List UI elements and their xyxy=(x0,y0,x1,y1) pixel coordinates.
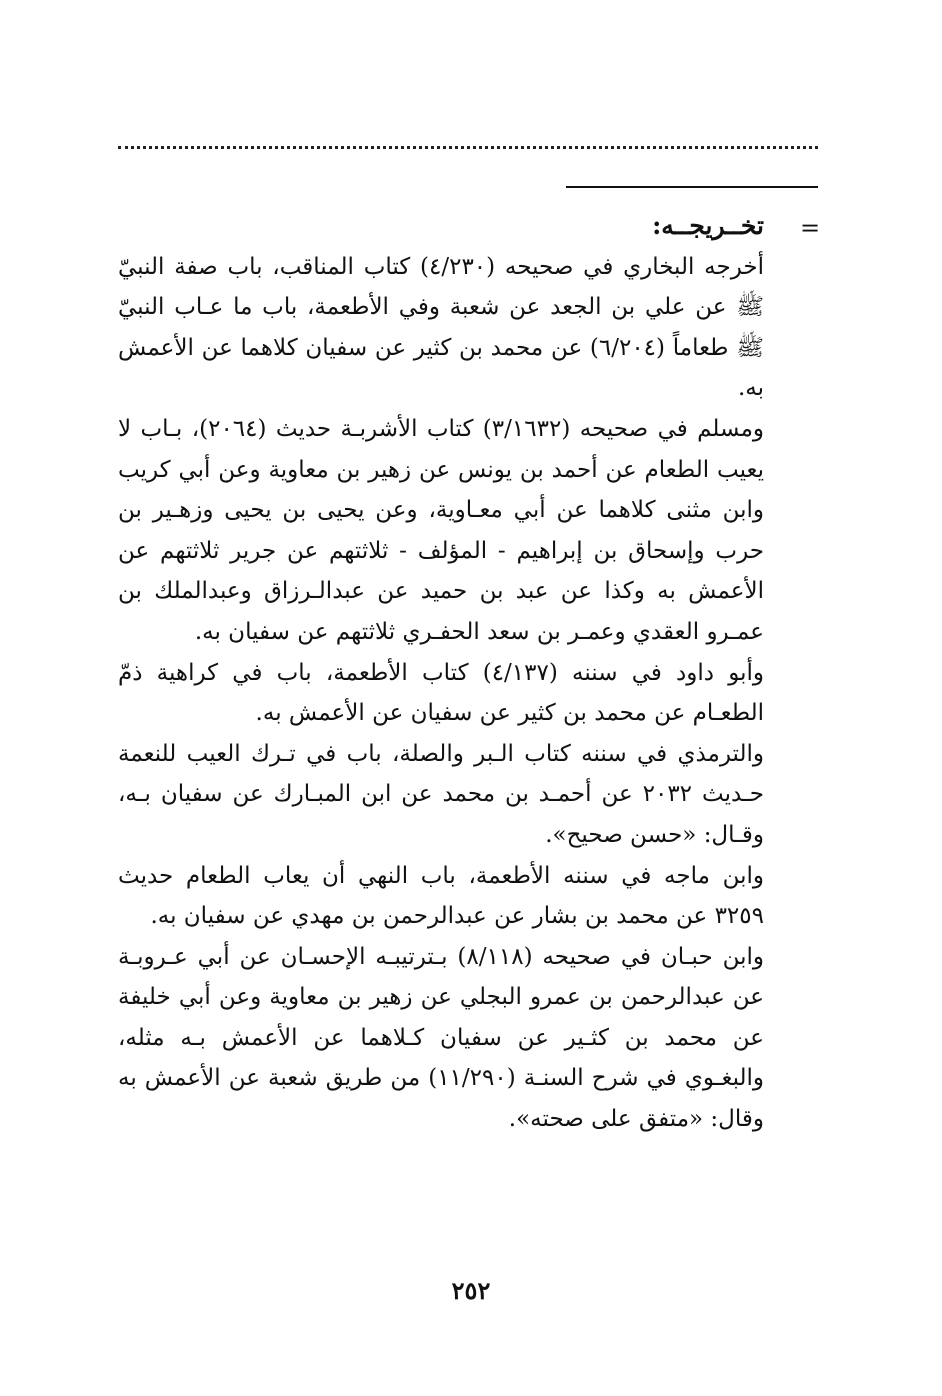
paragraph-muslim: ومسلم في صحيحه (٣/١٦٣٢) كتاب الأشربـة حديث (٢٠٦٤)، بـاب لا يعيب الطعام عن أحمد بن يونس عن زهير بن معاوية وعن أبي كريب وابن مثنى كلاهما عن أبي معـاوية، وعن يحيى بن يحيى وزهـير بن حرب وإسحاق بن إبراهيم - المؤلف - ثلاثتهم عن جرير ثلاثتهم عن الأعمش به وكذا عن عبد بن حميد عن عبدالـرزاق وعبدالملك بن عمـرو العقدي وعمـر بن سعد الحفـري ثلاثتهم عن سفيان به. xyxy=(118,415,764,645)
section-heading: تخــريجــه: xyxy=(652,211,764,240)
footnote-rule xyxy=(566,186,818,188)
paragraph-tirmidhi: والترمذي في سننه كتاب الـبر والصلة، باب في تـرك العيب للنعمة حـديث ٢٠٣٢ عن أحمـد بن محمد عن ابن المبـارك عن سفيان بـه، وقـال: «حسن صحيح». xyxy=(118,740,764,848)
paragraph-bukhari: أخرجه البخاري في صحيحه (٤/٢٣٠) كتاب المناقب، باب صفة النبيّ ﷺ عن علي بن الجعد عن شعبة وفي الأطعمة، باب ما عـاب النبيّ ﷺ طعاماً (٦/٢٠٤) عن محمد بن كثير عن سفيان كلاهما عن الأعمش به. xyxy=(118,253,765,402)
page-number: ٢٥٢ xyxy=(451,1276,491,1305)
paragraph-ibn-majah: وابن ماجه في سننه الأطعمة، باب النهي أن يعاب الطعام حديث ٣٢٥٩ عن محمد بن بشار عن عبدالرحمن بن مهدي عن سفيان به. xyxy=(118,862,764,930)
paragraph-ibn-hibban: وابن حبـان في صحيحه (٨/١١٨) بـترتيبـه الإحسـان عن أبي عـروبـة عن عبدالرحمن بن عمرو البجلي عن زهير بن معاوية وعن أبي خليفة عن محمد بن كثـير عن سفيان كـلاهما عن الأعمش بـه مثله، والبغـوي في شرح السنـة (١١/٢٩٠) من طريق شعبة عن الأعمش به وقال: «متفق على صحته». xyxy=(118,943,765,1133)
dotted-separator xyxy=(118,134,818,149)
continuation-mark: = xyxy=(800,214,821,242)
takhrij-section xyxy=(118,206,764,1140)
paragraph-abu-dawud: وأبو داود في سننه (٤/١٣٧) كتاب الأطعمة، باب في كراهية ذمّ الطعـام عن محمد بن كثير عن سفيان عن الأعمش به. xyxy=(118,659,764,727)
